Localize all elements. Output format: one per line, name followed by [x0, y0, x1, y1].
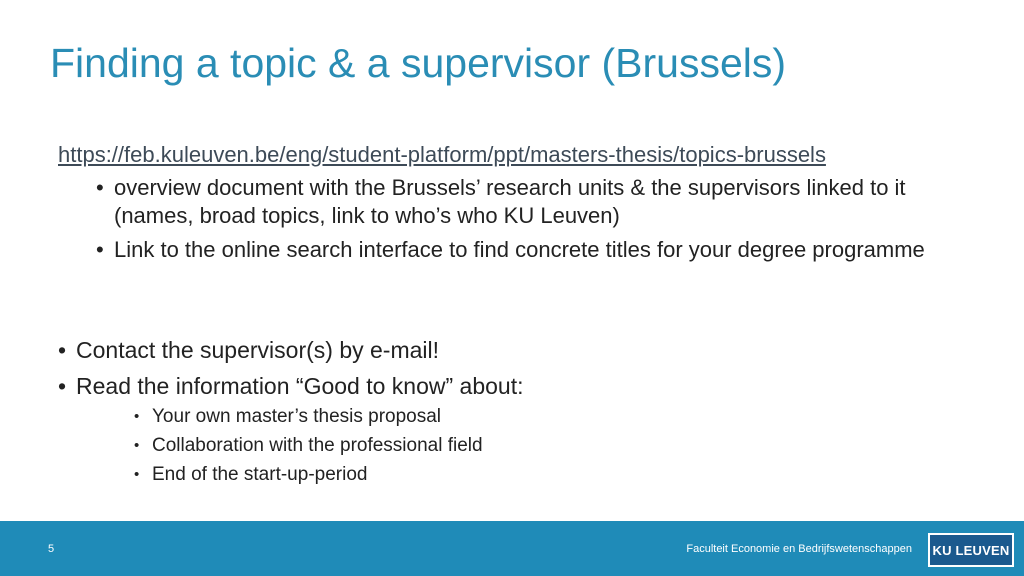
bullet-icon: • — [58, 373, 67, 399]
ku-leuven-logo — [928, 533, 1014, 567]
footer-bar — [0, 521, 1024, 576]
link-subitem — [96, 174, 956, 230]
bullet-icon: • — [96, 237, 104, 262]
good-to-know-item — [134, 434, 934, 458]
bullet-icon: • — [58, 337, 67, 363]
good-to-know-text: End of the start-up-period — [152, 464, 368, 485]
good-to-know-text: Collaboration with the professional field — [152, 435, 483, 456]
list-item-text: Read the information “Good to know” about: — [76, 373, 524, 399]
page-number: 5 — [48, 543, 55, 555]
link-subitem-text: overview document with the Brussels’ research units & the supervisors linked to it (names, broad topics, link to who’s who KU Leuven) — [114, 175, 906, 228]
faculty-name: Faculteit Economie en Bedrijfswetenschappen — [686, 543, 912, 555]
list-item — [58, 372, 958, 400]
link-subitem-text: Link to the online search interface to find concrete titles for your degree programme — [114, 237, 925, 262]
link-subitem — [96, 236, 956, 264]
list-item-text: Contact the supervisor(s) by e-mail! — [76, 337, 440, 363]
topics-link[interactable]: https://feb.kuleuven.be/eng/student-platform/ppt/masters-thesis/topics-brussels — [58, 142, 826, 167]
list-item — [58, 336, 958, 364]
good-to-know-text: Your own master’s thesis proposal — [152, 406, 442, 427]
logo-text: KU LEUVEN — [932, 542, 1010, 558]
bullet-icon: • — [134, 408, 140, 425]
good-to-know-item — [134, 463, 934, 487]
bullet-icon: • — [134, 466, 140, 483]
good-to-know-item — [134, 405, 934, 429]
bullet-icon: • — [96, 175, 104, 200]
bullet-icon: • — [134, 437, 140, 454]
slide-title: Finding a topic & a supervisor (Brussels) — [50, 40, 787, 86]
